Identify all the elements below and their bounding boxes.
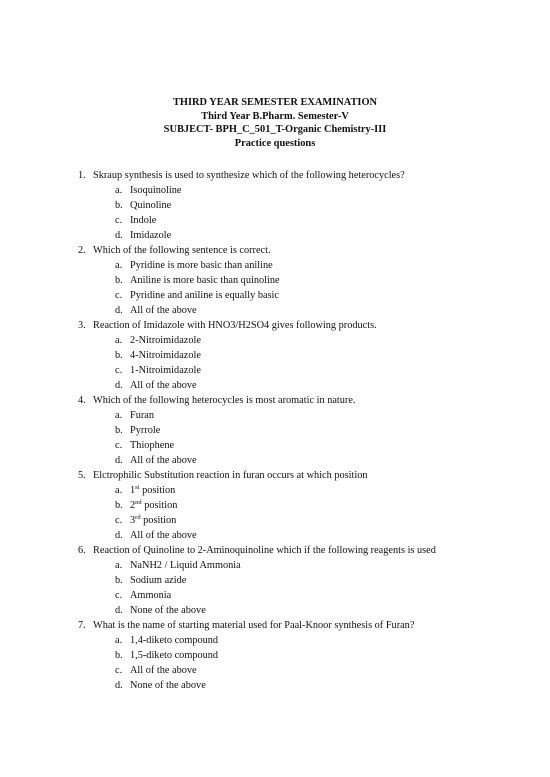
answer-option	[115, 213, 550, 228]
question-line	[78, 618, 550, 633]
option-text	[130, 663, 197, 678]
option-text	[130, 528, 197, 543]
option-text	[130, 423, 160, 438]
option-text	[130, 378, 197, 393]
option-main-text: Furan	[130, 410, 155, 421]
option-letter: a.	[115, 185, 123, 196]
option-main-text: All of the above	[130, 305, 197, 316]
option-main-text: 1,4-diketo compound	[130, 635, 219, 646]
option-letter: c.	[115, 365, 123, 376]
ordinal-suffix: st	[135, 484, 140, 491]
option-letter: b.	[115, 200, 123, 211]
option-main-text: Aniline is more basic than quinoline	[130, 275, 280, 286]
option-list	[78, 333, 550, 393]
option-main-text: None of the above	[130, 680, 206, 691]
option-main-text: NaNH2 / Liquid Ammonia	[130, 560, 241, 571]
option-letter: c.	[115, 665, 123, 676]
option-main-text: Pyridine is more basic than aniline	[130, 260, 273, 271]
option-main-text: None of the above	[130, 605, 206, 616]
option-main-text: Isoquinoline	[130, 185, 182, 196]
question-line	[78, 168, 550, 183]
option-text	[130, 603, 206, 618]
question-number: 5.	[78, 470, 86, 481]
option-main-text: All of the above	[130, 665, 197, 676]
option-main-text: 4-Nitroimidazole	[130, 350, 201, 361]
answer-option	[115, 498, 550, 513]
answer-option	[115, 228, 550, 243]
option-list	[78, 183, 550, 243]
option-text	[130, 438, 174, 453]
option-letter: a.	[115, 635, 123, 646]
question-list	[0, 168, 550, 693]
option-text	[130, 333, 201, 348]
option-text	[130, 678, 206, 693]
option-letter: d.	[115, 305, 123, 316]
option-main-text: Pyridine and aniline is equally basic	[130, 290, 279, 301]
question-text: What is the name of starting material used for Paal-Knoor synthesis of Furan?	[93, 620, 415, 631]
subject-line: SUBJECT- BPH_C_501_T-Organic Chemistry-III	[163, 124, 387, 135]
answer-option	[115, 648, 550, 663]
question-text: Which of the following sentence is correct.	[93, 245, 271, 256]
answer-option	[115, 378, 550, 393]
question-number: 6.	[78, 545, 86, 556]
ordinal-suffix: nd	[135, 499, 142, 506]
option-text	[130, 648, 218, 663]
answer-option	[115, 438, 550, 453]
answer-option	[115, 573, 550, 588]
option-list	[78, 258, 550, 318]
answer-option	[115, 288, 550, 303]
question-item	[78, 318, 550, 393]
option-main-text: 1	[130, 485, 136, 496]
question-item	[78, 393, 550, 468]
ordinal-suffix: rd	[135, 514, 141, 521]
option-letter: d.	[115, 455, 123, 466]
option-text	[130, 408, 154, 423]
question-line	[78, 243, 550, 258]
option-rest-text: position	[141, 500, 178, 511]
question-text: Skraup synthesis is used to synthesize which of the following heterocycles?	[93, 170, 405, 181]
question-number: 1.	[78, 170, 86, 181]
option-letter: c.	[115, 590, 123, 601]
answer-option	[115, 423, 550, 438]
question-number: 3.	[78, 320, 86, 331]
option-main-text: Ammonia	[130, 590, 172, 601]
practice-questions-heading: Practice questions	[234, 137, 316, 149]
question-item	[78, 243, 550, 318]
answer-option	[115, 303, 550, 318]
option-text	[130, 228, 171, 243]
option-text	[130, 273, 280, 288]
option-letter: a.	[115, 485, 123, 496]
option-letter: b.	[115, 575, 123, 586]
option-text	[130, 633, 218, 648]
answer-option	[115, 663, 550, 678]
option-text	[130, 558, 241, 573]
answer-option	[115, 348, 550, 363]
option-letter: c.	[115, 515, 123, 526]
option-main-text: Pyrrole	[130, 425, 161, 436]
question-line	[78, 543, 550, 558]
question-number: 2.	[78, 245, 86, 256]
answer-option	[115, 558, 550, 573]
option-list	[78, 633, 550, 693]
question-line	[78, 318, 550, 333]
option-text	[130, 198, 171, 213]
answer-option	[115, 183, 550, 198]
option-letter: d.	[115, 605, 123, 616]
option-letter: c.	[115, 215, 123, 226]
option-main-text: All of the above	[130, 455, 197, 466]
answer-option	[115, 363, 550, 378]
question-item	[78, 618, 550, 693]
course-line: Third Year B.Pharm. Semester-V	[201, 110, 349, 122]
option-letter: a.	[115, 260, 123, 271]
option-main-text: Indole	[130, 215, 157, 226]
option-text	[130, 363, 201, 378]
option-main-text: 3	[130, 515, 136, 526]
answer-option	[115, 273, 550, 288]
option-text	[130, 573, 186, 588]
option-letter: d.	[115, 680, 123, 691]
answer-option	[115, 603, 550, 618]
option-main-text: Sodium azide	[130, 575, 187, 586]
option-letter: a.	[115, 410, 123, 421]
option-letter: b.	[115, 650, 123, 661]
option-main-text: All of the above	[130, 380, 197, 391]
option-main-text: 1,5-diketo compound	[130, 650, 219, 661]
option-main-text: Thiophene	[130, 440, 175, 451]
option-letter: a.	[115, 335, 123, 346]
answer-option	[115, 528, 550, 543]
option-list	[78, 558, 550, 618]
answer-option	[115, 333, 550, 348]
answer-option	[115, 258, 550, 273]
option-text	[130, 348, 201, 363]
question-text: Elctrophilic Substitution reaction in furan occurs at which position	[93, 470, 368, 481]
option-letter: d.	[115, 530, 123, 541]
option-text	[130, 483, 175, 498]
option-main-text: 2	[130, 500, 136, 511]
option-text	[130, 288, 279, 303]
exam-title: THIRD YEAR SEMESTER EXAMINATION	[172, 97, 378, 108]
option-list	[78, 483, 550, 543]
question-number: 7.	[78, 620, 86, 631]
option-letter: b.	[115, 500, 123, 511]
option-letter: b.	[115, 275, 123, 286]
question-line	[78, 393, 550, 408]
option-list	[78, 408, 550, 468]
question-text: Reaction of Quinoline to 2-Aminoquinoline which if the following reagents is used	[93, 545, 436, 556]
option-text	[130, 498, 177, 513]
option-text	[130, 258, 273, 273]
option-main-text: All of the above	[130, 530, 197, 541]
option-main-text: 1-Nitroimidazole	[130, 365, 201, 376]
option-letter: d.	[115, 230, 123, 241]
question-item	[78, 168, 550, 243]
option-letter: b.	[115, 350, 123, 361]
question-item	[78, 468, 550, 543]
option-text	[130, 588, 171, 603]
question-number: 4.	[78, 395, 86, 406]
option-letter: a.	[115, 560, 123, 571]
question-text: Reaction of Imidazole with HNO3/H2SO4 gives following products.	[93, 320, 377, 331]
answer-option	[115, 678, 550, 693]
answer-option	[115, 483, 550, 498]
option-main-text: Imidazole	[130, 230, 172, 241]
answer-option	[115, 513, 550, 528]
option-text	[130, 453, 197, 468]
option-text	[130, 213, 156, 228]
answer-option	[115, 408, 550, 423]
option-text	[130, 183, 181, 198]
option-rest-text: position	[140, 515, 177, 526]
option-main-text: 2-Nitroimidazole	[130, 335, 201, 346]
answer-option	[115, 633, 550, 648]
question-item	[78, 543, 550, 618]
option-letter: b.	[115, 425, 123, 436]
question-text: Which of the following heterocycles is most aromatic in nature.	[93, 395, 356, 406]
exam-header	[0, 96, 550, 150]
option-letter: d.	[115, 380, 123, 391]
option-text	[130, 513, 176, 528]
option-text	[130, 303, 197, 318]
answer-option	[115, 588, 550, 603]
option-main-text: Quinoline	[130, 200, 172, 211]
option-letter: c.	[115, 290, 123, 301]
option-rest-text: position	[139, 485, 176, 496]
answer-option	[115, 198, 550, 213]
option-letter: c.	[115, 440, 123, 451]
answer-option	[115, 453, 550, 468]
question-line	[78, 468, 550, 483]
